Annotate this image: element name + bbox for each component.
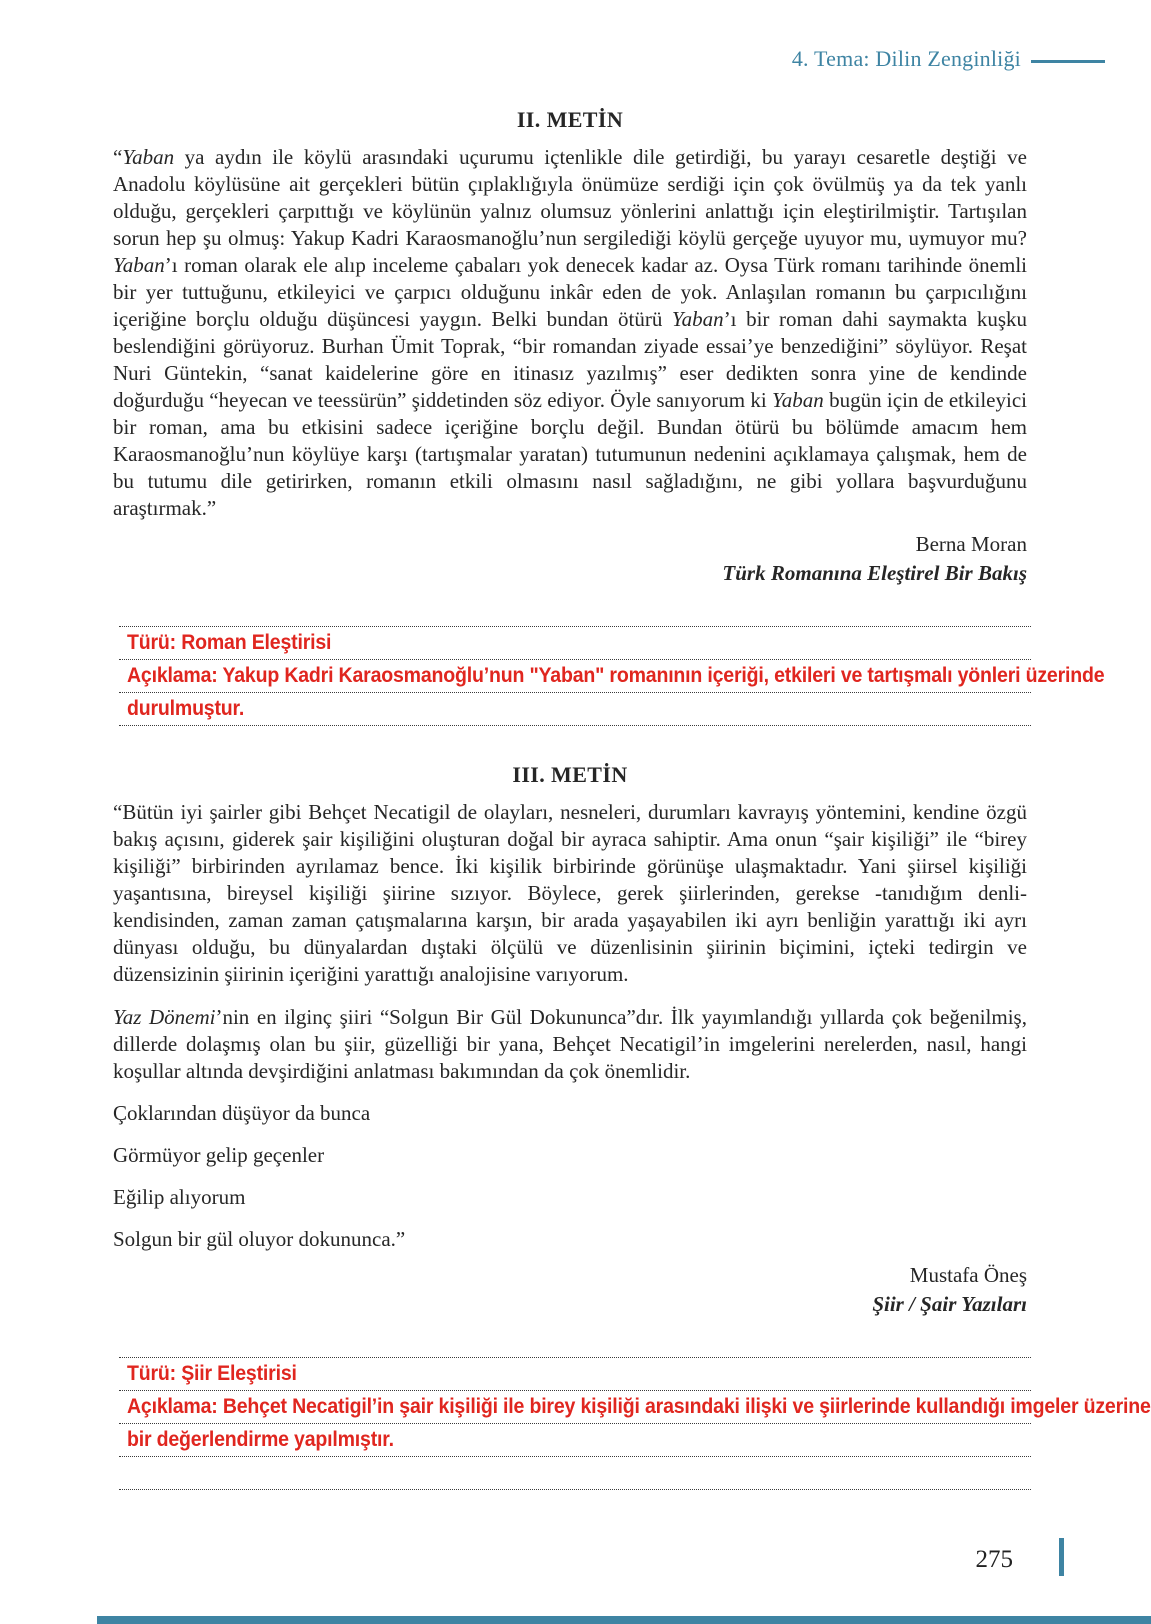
- author-name: Mustafa Öneş: [909, 1263, 1027, 1287]
- poem-line: Çoklarından düşüyor da bunca: [113, 1101, 371, 1125]
- ruled-line: [119, 693, 1031, 726]
- poem-line: Görmüyor gelip geçenler: [113, 1143, 325, 1167]
- ruled-line: [119, 660, 1105, 693]
- content-column: [113, 73, 1151, 1490]
- body-paragraph-necatigil-1: “Bütün iyi şairler gibi Behçet Necatigil de olayları, nesneleri, durumları kavrayış yöntemini, kendine özgü bakış açısını, giderek şair kişiliğini oluşturan doğal bir ayraca sahiptir. Ama onun “şair kişiliği” ile “birey kişiliği” birbirinden ayrılamaz bence. İki kişilik birbirinde görünüşe ulaşmaktadır. Yani şiirsel kişiliği yaşantısına, bireysel kişiliği şiirine sızıyor. Böylece, gerek şiirlerinden, gerekse -tanıdığım denli- kendisinden, zaman zaman çatışmalarına karşın, bir arada yaşayabilen iki ayrı benliğin yarattığı iki ayrı dünyası olduğu, bu dünyalardan dıştaki ölçülü ve düzenlisinin şiirinin biçimini, içteki tedirgin ve düzensizinin şiirinin içeriğini yarattığı analojisine varıyorum.: [113, 800, 1027, 986]
- answer-text: Türü: Roman Eleştirisi: [127, 631, 332, 654]
- body-paragraph-yaban: “Yaban ya aydın ile köylü arasındaki uçurumu içtenlikle dile getirdiği, bu yarayı cesaretle deştiği ve Anadolu köylüsüne ait gerçekleri bütün çıplaklığıyla önümüze serdiği için çok övülmüş ya da tek yanlı olduğu, gerçekleri çarpıttığı ve köylünün yalnız olumsuz yönlerini anlattığı için eleştirilmiştir. Tartışılan sorun hep şu olmuş: Yakup Kadri Karaosmanoğlu’nun sergilediği köylü gerçeğe uyuyor mu, uymuyor mu? Yaban’ı roman olarak ele alıp inceleme çabaları yok denecek kadar az. Oysa Türk romanı tarihinde önemli bir yer tuttuğunu, etkileyici ve çarpıcı olduğunu inkâr eden de yok. Anlaşılan romanın bu çarpıcılığını içeriğine borçlu olduğu düşüncesi yaygın. Belki bundan ötürü Yaban’ı bir roman dahi saymakta kuşku beslendiğini görüyoruz. Burhan Ümit Toprak, “bir romandan ziyade essai’ye benzediğini” söylüyor. Reşat Nuri Güntekin, “sanat kaidelerine göre en itinasız yazılmış” eser dedikten sonra yine de kendinde doğurduğu “heyecan ve teessürün” şiddetinden söz ediyor. Öyle sanıyorum ki Yaban bugün için de etkileyici bir roman, ama bu etkisini sadece içeriğine borçlu değil. Bundan ötürü bu bölümde amacım hem Karaosmanoğlu’nun köylüye karşı (tartışmalar yaratan) tutumunun nedenini açıklamaya çalışmak, hem de bu tutumu dile getirirken, romanın etkili olmasını nasıl sağladığını, ne gibi yollara başvurduğunu araştırmak.”: [113, 145, 1027, 520]
- attribution-2: [113, 1261, 1027, 1319]
- section-heading-2: II. METİN: [516, 107, 624, 132]
- ruled-line: [119, 627, 1031, 660]
- attribution-1: [113, 530, 1027, 588]
- poem-line: Eğilip alıyorum: [113, 1185, 246, 1209]
- section-heading-3: III. METİN: [512, 762, 628, 787]
- tema-header-rule: [1031, 60, 1105, 63]
- answer-text: Açıklama: Behçet Necatigil’in şair kişiliği ile birey kişiliği arasındaki ilişki ve şiirlerinde kullandığı imgeler üzerine: [127, 1395, 1151, 1418]
- ruled-line: [119, 1457, 1031, 1490]
- source-title: Şiir / Şair Yazıları: [872, 1292, 1027, 1316]
- answer-text: durulmuştur.: [127, 697, 245, 720]
- poem-line: Solgun bir gül oluyor dokununca.”: [113, 1227, 406, 1251]
- ruled-line: [119, 1391, 1151, 1424]
- source-title: Türk Romanına Eleştirel Bir Bakış: [722, 561, 1027, 585]
- answer-block-2: [119, 1357, 1151, 1490]
- ruled-line: [119, 1424, 1031, 1457]
- footer-accent-bar: [97, 1616, 1151, 1624]
- page-number-bar: [1059, 1538, 1064, 1576]
- answer-text: Açıklama: Yakup Kadri Karaosmanoğlu’nun "Yaban" romanının içeriği, etkileri ve tartışmalı yönleri üzerinde: [127, 664, 1105, 687]
- body-paragraph-necatigil-2: Yaz Dönemi’nin en ilginç şiiri “Solgun Bir Gül Dokununca”dır. İlk yayımlandığı yıllarda çok beğenilmiş, dillerde dolaşmış olan bu şiir, güzelliği bir yana, Behçet Necatigil’in imgelerini nerelerden, nasıl, hangi koşullar altında devşirdiğini anlatması bakımından da çok önemlidir.: [113, 1005, 1027, 1083]
- answer-text: Türü: Şiir Eleştirisi: [127, 1362, 297, 1385]
- tema-header: [0, 46, 1105, 72]
- ruled-line: [119, 1358, 1031, 1391]
- page-number: 275: [975, 1546, 1013, 1573]
- tema-header-title: 4. Tema: Dilin Zenginliği: [791, 46, 1021, 71]
- answer-block-1: [119, 626, 1105, 726]
- answer-text: bir değerlendirme yapılmıştır.: [127, 1428, 394, 1451]
- author-name: Berna Moran: [915, 532, 1027, 556]
